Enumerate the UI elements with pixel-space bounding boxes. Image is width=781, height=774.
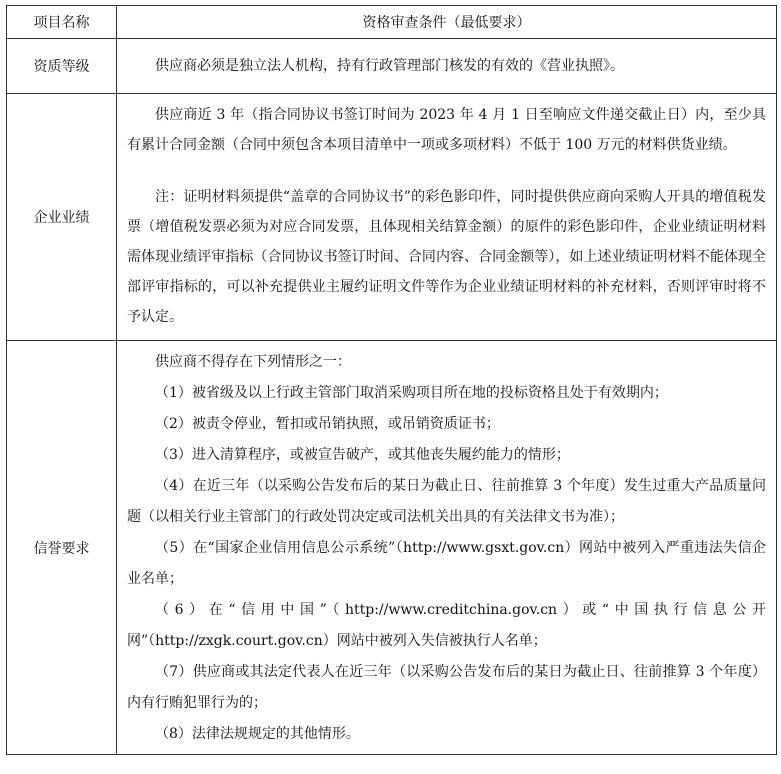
list-item: （2）被责令停业，暂扣或吊销执照，或吊销资质证书； bbox=[155, 416, 500, 432]
header-item-name: 项目名称 bbox=[7, 6, 117, 39]
qualification-table bbox=[6, 5, 777, 755]
paragraph: 供应商近 3 年（指合同协议书签订时间为 2023 年 4 月 1 日至响应文件递交截止日）内，至少具有累计合同金额（合同中须包含本项目清单中一项或多项材料）不低于 100 万元的材料供货业绩。 bbox=[127, 107, 766, 153]
row-label-qualification: 资质等级 bbox=[7, 39, 117, 94]
row-content-qualification bbox=[117, 39, 777, 94]
paragraph: 供应商必须是独立法人机构，持有行政管理部门核发的有效的《营业执照》。 bbox=[155, 58, 624, 74]
table-row bbox=[7, 341, 777, 755]
list-item: （5）在“国家企业信用信息公示系统”（http://www.gsxt.gov.cn）网站中被列入严重违法失信企业名单； bbox=[127, 540, 766, 587]
paragraph: 供应商不得存在下列情形之一： bbox=[155, 354, 351, 370]
row-content-credit bbox=[117, 341, 777, 755]
table-row bbox=[7, 39, 777, 94]
table-row bbox=[7, 94, 777, 341]
list-item: （6）在“信用中国”（http://www.creditchina.gov.cn）或“中国执行信息公开网”（http://zxgk.court.gov.cn）网站中被列入失信被执行人名单； bbox=[127, 602, 766, 649]
row-content-performance bbox=[117, 94, 777, 341]
row-label-performance: 企业业绩 bbox=[7, 94, 117, 341]
list-item: （8）法律法规规定的其他情形。 bbox=[155, 726, 360, 742]
list-item: （7）供应商或其法定代表人在近三年（以采购公告发布后的某日为截止日、往前推算 3 个年度）内有行贿犯罪行为的； bbox=[127, 664, 766, 711]
header-conditions: 资格审查条件（最低要求） bbox=[117, 6, 777, 39]
note-paragraph: 注：证明材料须提供“盖章的合同协议书”的彩色影印件，同时提供供应商向采购人开具的增值税发票（增值税发票必须为对应合同发票，且体现相关结算金额）的原件的彩色影印件，企业业绩证明材料需体现业绩评审指标（合同协议书签订时间、合同内容、合同金额等），如上述业绩证明材料不能体现全部评审指标的，可以补充提供业主履约证明文件等作为企业业绩证明材料的补充材料，否则评审时将不予认定。 bbox=[127, 189, 766, 325]
list-item: （4）在近三年（以采购公告发布后的某日为截止日、往前推算 3 个年度）发生过重大产品质量问题（以相关行业主管部门的行政处罚决定或司法机关出具的有关法律文书为准）； bbox=[127, 478, 766, 525]
list-item: （3）进入清算程序，或被宣告破产，或其他丧失履约能力的情形； bbox=[155, 447, 570, 463]
row-label-credit: 信誉要求 bbox=[7, 341, 117, 755]
header-row bbox=[7, 6, 777, 39]
list-item: （1）被省级及以上行政主管部门取消采购项目所在地的投标资格且处于有效期内； bbox=[155, 385, 668, 401]
